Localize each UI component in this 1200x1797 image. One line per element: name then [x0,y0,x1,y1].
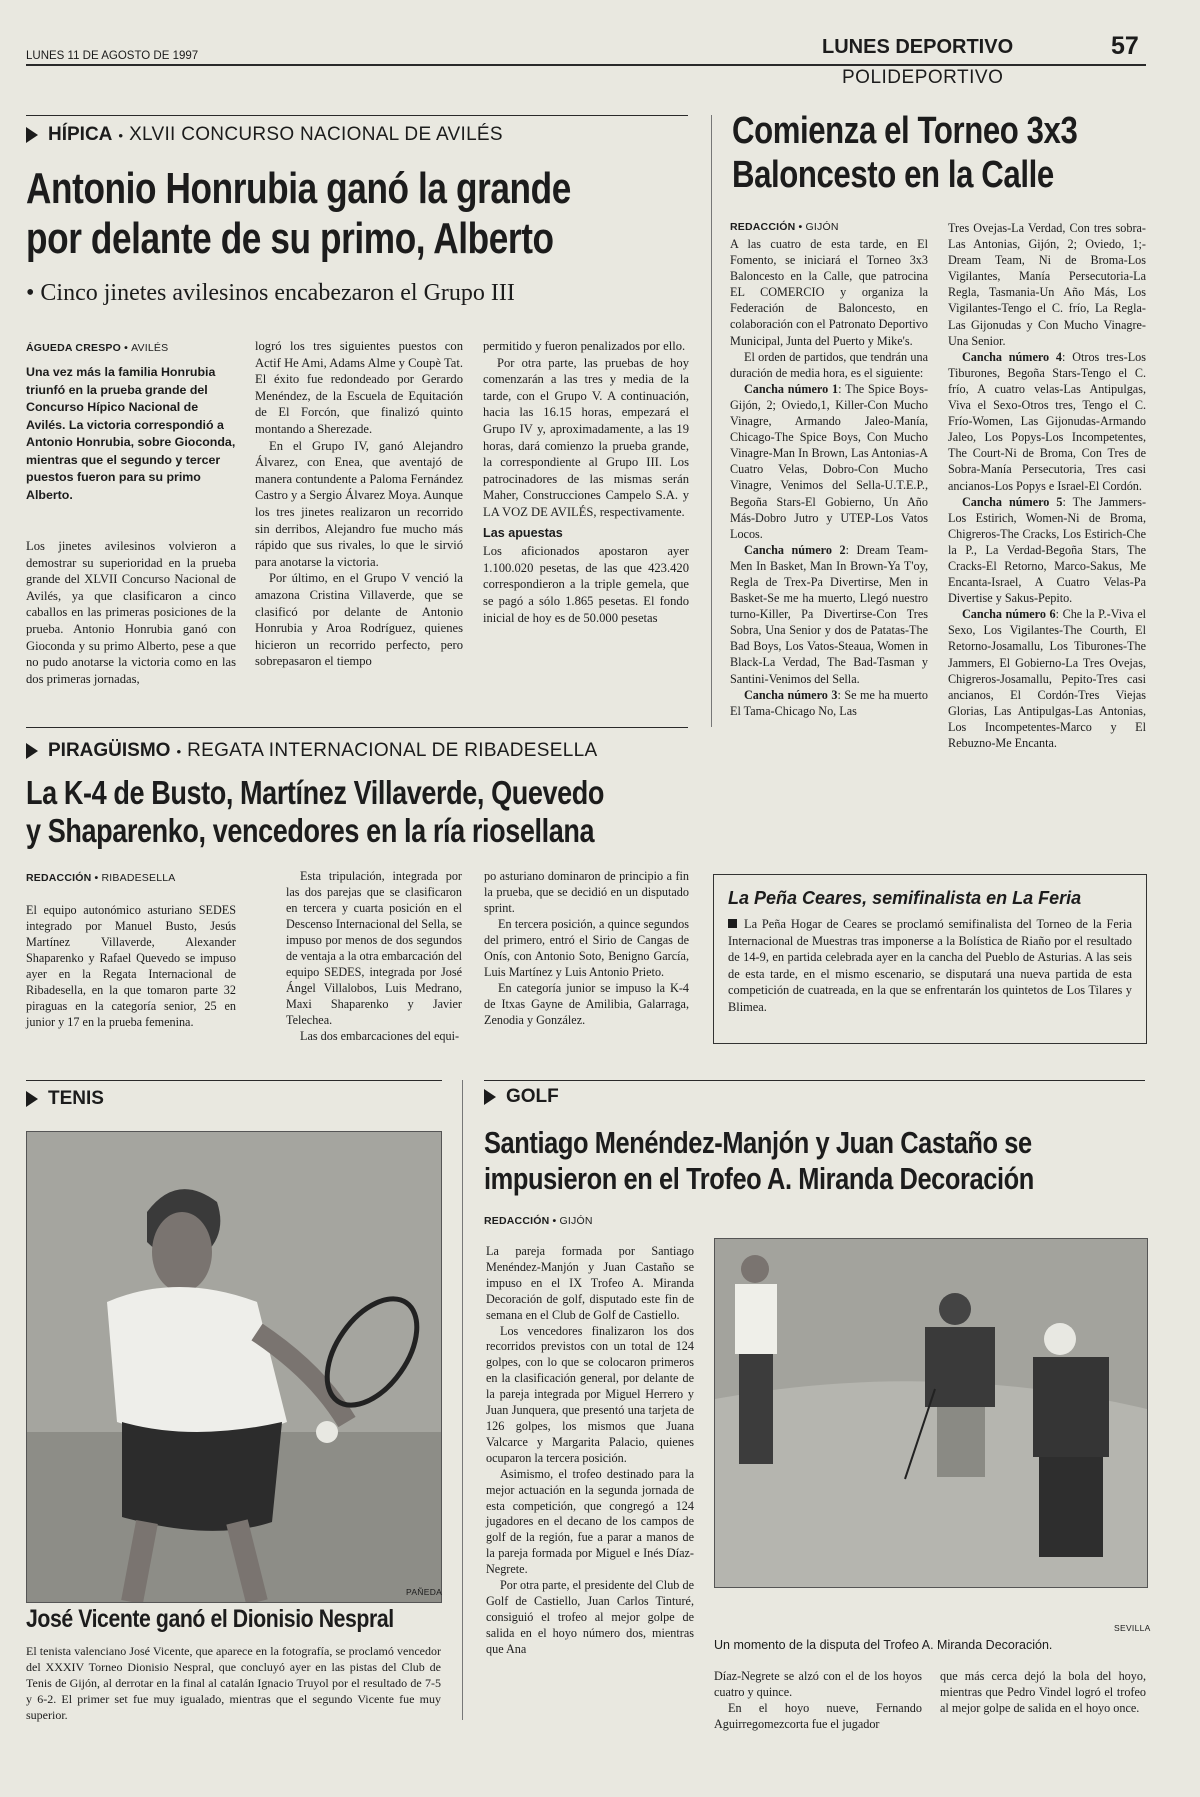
piraguismo-author: REDACCIÓN [26,872,92,884]
golf-column-1 [486,1244,694,1658]
hipica-col3-p1: permitido y fueron penalizados por ello. [483,339,686,353]
tenis-body [26,1643,441,1723]
feria-body [728,916,1132,1015]
tenis-text: El tenista valenciano José Vicente, que aparece en la fotografía, se proclamó vencedor del XXXIV Torneo Dionisio Nespral, que concluyó ayer en las pistas del Club de Tenis de Gijón, al derrotar en la final al catalán Ignacio Truyol por el resultado de 7-5 y 6-2. El primer set fue muy igualado, mientras que el segundo Vicente fue muy superior. [26,1644,441,1722]
golf-column-2 [714,1669,922,1733]
piraguismo-place: RIBADESELLA [101,872,176,884]
baloncesto-col1-p2: El orden de partidos, que tendrán una duración de media hora, es el siguiente: [730,349,928,380]
golf-byline: REDACCIÓN • GIJÓN [484,1215,593,1227]
baloncesto-col1-p1: A las cuatro de esta tarde, en El Fomento, se iniciará el Torneo 3x3 Baloncesto en la Calle, que patrocina EL COMERCIO y organiza la Federación de Baloncesto, en colaboración con el Patronato Deportivo Municipal, Junta del Puerto y Mike's. [730,237,928,348]
hipica-col2-p3: Por último, en el Grupo V venció la amazona Cristina Villaverde, que se clasificó por delante de Antonio Honrubia y Aroa Rodríguez, quienes hicieron un recorrido perfecto, pero sobrepasaron el tiempo [255,571,463,669]
newspaper-name: LUNES DEPORTIVO [822,36,1014,58]
golf-photo [714,1238,1148,1588]
golf-sport: GOLF [506,1086,559,1107]
golf-col1-p3: Asimismo, el trofeo destinado para la mejor actuación en la segunda jornada de esta competición, que congregó a 124 jugadores en el decano de los campos de golf de la región, fue a parar a manos de la pareja formada por Miguel e Inés Díaz-Negrete. [486,1466,694,1577]
cancha-5-label: Cancha número 5 [962,494,1063,509]
column-divider [711,115,712,727]
hipica-lead: Una vez más la familia Honrubia triunfó en la prueba grande del Concurso Hípico Nacional de Avilés. La victoria correspondió a Antonio Honrubia, sobre Gioconda, mientras que el segundo y tercer puestos fueron para su primo Alberto. [26,365,236,502]
hipica-col1-text: Los jinetes avilesinos volvieron a demostrar su superioridad en la prueba grande del XLVII Concurso Nacional de Avilés, ya que clasificaron a cinco caballos en las primeras posiciones de la prueba. Antonio Honrubia ganó con Gioconda y su primo Alberto, pese a que no pudo anotarse la victoria como en las dos primeras jornadas, [26,539,236,686]
piraguismo-column-1 [26,902,236,1030]
golf-col3-p1: que más cerca dejó la bola del hoyo, mientras que Pedro Vindel logró el trofeo al mejor golpe de salida en el hoyo once. [940,1669,1146,1715]
hipica-column-2 [255,338,463,670]
golf-top-rule [484,1080,1145,1081]
golf-col1-p4: Por otra parte, el presidente del Club de Golf de Castiello, Juan Carlos Tinturé, consiguió el trofeo al mejor golpe de salida en el hoyo número dos, mientras que Ana [486,1578,694,1656]
page-number: 57 [1111,32,1139,60]
cancha-3-label: Cancha número 3 [744,687,838,702]
baloncesto-column-1 [730,236,928,719]
baloncesto-headline-line1: Comienza el Torneo 3x3 [732,110,1078,152]
hipica-col2-p1: logró los tres siguientes puestos con Actif He Ami, Adams Alme y Coupè Tat. El éxito fue redondeado por Gerardo Menéndez, de la Escuela de Equitación de El Forcón, que finalizó quinto montando a Sherezade. [255,339,463,436]
piraguismo-col2-p1: Esta tripulación, integrada por las dos parejas que se clasificaron en tercera y cuarta posición en el Descenso Internacional del Sella, se impuso por menos de dos segundos de ventaja a la otra embarcación del equipo SEDES, integrada por José Ángel Villalobos, Luis Medrano, Maxi Shaparenko y Javier Telechea. [286,869,462,1027]
hipica-place: AVILÉS [131,342,169,354]
piraguismo-sport: PIRAGÜISMO [48,740,171,761]
cancha-3-text: : Se me ha muerto El Tama-Chicago No, Las [730,687,928,718]
piraguismo-col3-p1: po asturiano dominaron de principio a fin la prueba, que se decidió en un disputado sprint. [484,869,689,915]
hipica-col2-p2: En el Grupo IV, ganó Alejandro Álvarez, con Enea, que aventajó de manera contundente a Paloma Fernández Castro y a Sergio Álvarez Moya. Aunque los tres jinetes realizaron un recorrido sin derribos, Alejandro fue mucho más rápido que sus rivales, lo que le sirvió para anotarse la victoria. [255,438,463,569]
baloncesto-headline-line2: Baloncesto en la Calle [732,154,1054,196]
triangle-marker-icon [26,743,38,759]
tennis-player-photo [26,1131,442,1603]
separator-dot: • [176,743,182,759]
piraguismo-col2-p2: Las dos embarcaciones del equi- [300,1029,460,1043]
piraguismo-event: REGATA INTERNACIONAL DE RIBADESELLA [187,740,598,761]
section-name: POLIDEPORTIVO [842,67,1004,88]
golf-players-illustration [715,1239,1147,1587]
piraguismo-byline: REDACCIÓN • RIBADESELLA [26,872,176,884]
baloncesto-author: REDACCIÓN [730,221,796,233]
cancha-6-label: Cancha número 6 [962,607,1056,622]
tenis-section-label [26,1088,104,1110]
piraguismo-col3-p2: En tercera posición, a quince segundos del primero, entró el Sirio de Cangas de Onís, con Antonio Soto, Benigno García, Luis Martínez y Luis Antonio Prieto. [484,917,689,979]
triangle-marker-icon [26,1091,38,1107]
golf-col2-p1: Díaz-Negrete se alzó con el de los hoyos cuatro y quince. [714,1669,922,1699]
golf-place: GIJÓN [559,1215,593,1227]
hipica-top-rule [26,115,688,116]
hipica-col3-p2: Por otra parte, las pruebas de hoy comenzarán a las tres y media de la tarde, con el Grupo V. A continuación, hacia las 16.15 horas, empezará el Grupo IV y, aproximadamente, a las 19 horas, dará comienzo la prueba grande, la correspondiente al Grupo III. Los patrocinadores de las mismas serán Maher, Construcciones Campelo S.A. y LA VOZ DE AVILÉS, respectivamente. [483,355,689,519]
piraguismo-headline-line1: La K-4 de Busto, Martínez Villaverde, Quevedo [26,774,605,811]
hipica-event: XLVII CONCURSO NACIONAL DE AVILÉS [129,124,503,145]
hipica-col3-p3: Los aficionados apostaron ayer 1.100.020 pesetas, de las que 423.420 correspondieron a la triple gemela, que se pagó a sólo 1.865 pesetas. El fondo inicial de hoy es de 50.000 pesetas [483,544,689,625]
golf-photo-caption: Un momento de la disputa del Trofeo A. Miranda Decoración. [714,1638,1053,1652]
baloncesto-byline: REDACCIÓN • GIJÓN [730,221,839,233]
piraguismo-column-3 [484,868,689,1028]
hipica-author: ÁGUEDA CRESPO [26,342,121,354]
column-divider-lower [462,1080,463,1720]
golf-col1-p1: La pareja formada por Santiago Menéndez-Manjón y Juan Castaño se impuso en el IX Trofeo A. Miranda Decoración de golf, disputado este fin de semana en el Club de Golf de Castiello. [486,1244,694,1322]
golf-col2-p2: En el hoyo nueve, Fernando Aguirregomezcorta fue el jugador [714,1700,922,1731]
tenis-photo-credit: PAÑEDA [406,1587,443,1597]
golf-column-3 [940,1669,1146,1717]
piraguismo-col1-text: El equipo autonómico asturiano SEDES integrado por Manuel Busto, Jesús Martínez Villaverde, Alexander Shaparenko y Rafael Quevedo se impuso ayer en la Regata Internacional de Ribadesella, en la que tomaron parte 32 piraguas en la categoría senior, 25 en junior y 17 en la prueba femenina. [26,903,236,1029]
hipica-byline: ÁGUEDA CRESPO • AVILÉS [26,342,169,354]
hipica-column-1 [26,538,236,687]
cancha-4-text: : Otros tres-Los Tiburones, Begoña Stars-Tengo el C. frío, A cuatro velas-Las Antipulgas, Viva el Sexo-Otros tres, Tengo el C. Frío-Women, Las Gijonudas-Armando Jaleo, Los Popys-Los Incompetentes, The Court-Ni de Broma, Con Tres de Sobra-Manía Persecutoria, Tres casi ancianos-Los Popys e Israel-El Cordón. [948,349,1147,493]
hipica-subhead: • Cinco jinetes avilesinos encabezaron el Grupo III [26,280,515,306]
golf-headline-line1: Santiago Menéndez-Manjón y Juan Castaño se [484,1125,1032,1160]
tenis-sport: TENIS [48,1088,104,1109]
piraguismo-headline-line2: y Shaparenko, vencedores en la ría riosellana [26,812,595,849]
triangle-marker-icon [484,1089,496,1105]
tenis-headline: José Vicente ganó el Dionisio Nespral [26,1605,394,1633]
hipica-headline-line1: Antonio Honrubia ganó la grande [26,164,571,213]
header-rule [26,64,1146,66]
hipica-sport: HÍPICA [48,124,113,145]
piraguismo-col3-p3: En categoría junior se impuso la K-4 de Itxas Gayne de Amilibia, Galarraga, Zenodia y González. [484,981,689,1027]
piraguismo-top-rule [26,727,688,728]
baloncesto-place: GIJÓN [805,221,839,233]
cancha-2-text: : Dream Team-Men In Basket, Man In Brown-Ya T'oy, Regla de Trex-Pa Divertirse, Men in Basket-Se me ha muerto, Llegó nuestro turno-Killer, Pa Divertirse-Con Tres Sobra, Una Senior y dos de Patatas-The Bad Boys, Los Vatos-Steaua, Women in Black-La Verdad, The Bad-Tasman y Santini-Venimos del Sella. [730,542,929,686]
piraguismo-section-label [26,740,597,762]
page-date: LUNES 11 DE AGOSTO DE 1997 [26,50,199,62]
separator-dot: • [118,127,124,143]
golf-photo-credit: SEVILLA [1114,1623,1151,1633]
baloncesto-column-2 [948,220,1146,751]
cancha-1-label: Cancha número 1 [744,381,839,396]
golf-headline-line2: impusieron en el Trofeo A. Miranda Decoración [484,1161,1034,1196]
square-bullet-icon [728,919,737,928]
golf-section-label [484,1086,559,1108]
piraguismo-column-2 [286,868,462,1044]
baloncesto-col2-p1: Tres Ovejas-La Verdad, Con tres sobra-Las Antonias, Gijón, 2; Oviedo, 1;-Dream Team, Ni de Broma-Los Vigilantes, Manía Persecutoria-La Regla, Tasmania-Un Año Más, Los Vigilantes-Tengo el C. frío, La Regla-Las Gijonudas y Con Mucho Vinagre-Una Senior. [948,221,1146,348]
golf-author: REDACCIÓN [484,1215,550,1227]
cancha-5-text: : The Jammers-Los Estirich, Women-Ni de Broma, Chigreros-The Cracks, Los Estirich-Che la P., La Verdad-Begoña Stars, The Cracks-El Retorno, Marco-Sakus, Me Encanta-Israel, A Cuatro Velas-Pa Divertise y Sakus-Pepito. [948,494,1147,606]
cancha-4-label: Cancha número 4 [962,349,1063,364]
hipica-headline-line2: por delante de su primo, Alberto [26,214,554,263]
hipica-column-3 [483,338,689,626]
tenis-top-rule [26,1080,442,1081]
cancha-1-text: : The Spice Boys-Gijón, 2; Oviedo,1, Killer-Con Mucho Vinagre, Armando Jaleo-Manía, Chicago-The Spice Boys, Con Mucho Vinagre-Man In Brown, Las Antonias-A Cuatro Velas, Dobro-Con Mucho Vinagre, Venimos del Sella-U.T.E.P., Begoña Stars-El Gobierno, Un Año Más-Dobro Jutro y UTEP-Los Vatos Locos. [730,381,929,541]
triangle-marker-icon [26,127,38,143]
cancha-2-label: Cancha número 2 [744,542,846,557]
hipica-col3-subhead: Las apuestas [483,525,563,540]
hipica-section-label [26,124,503,146]
feria-text: La Peña Hogar de Ceares se proclamó semifinalista del Torneo de la Feria Internacional de Muestras tras imponerse a la Bolística de Riaño por el resultado de 14-9, en partida celebrada ayer en la cancha del Pueblo de Asturias. A las seis de esta tarde, en el mismo escenario, se disputará una nueva partida de esta competición de cuatreada, en la que se enfrentarán los quintetos de Los Tilares y Blimea. [728,917,1132,1014]
cancha-6-text: : Che la P.-Viva el Sexo, Los Vigilantes-The Courth, El Retorno-Josamallu, Los Tiburones-The Jammers, El Gobierno-La Tres Ovejas, Chigreros-Josamallu, Pepito-Tres casi ancianos, El Cordón-Tres Viejas Glorias, Las Antipulgas-Las Antonias, Los Incompetentes-Marco y El Rebuzno-Me Encanta. [948,607,1146,750]
golf-col1-p2: Los vencedores finalizaron los dos recorridos previstos con un total de 124 golpes, con lo que se colocaron primeros en la clasificación general, por delante de la pareja integrada por Miguel Herrero y Juan Junquera, que presentó una tarjeta de 126 golpes, los mismos que Juana Valcarce y Margarita Palacio, quienes ocuparon la tercera posición. [486,1323,694,1465]
feria-title: La Peña Ceares, semifinalista en La Feria [728,888,1082,908]
tennis-player-illustration [27,1132,441,1602]
